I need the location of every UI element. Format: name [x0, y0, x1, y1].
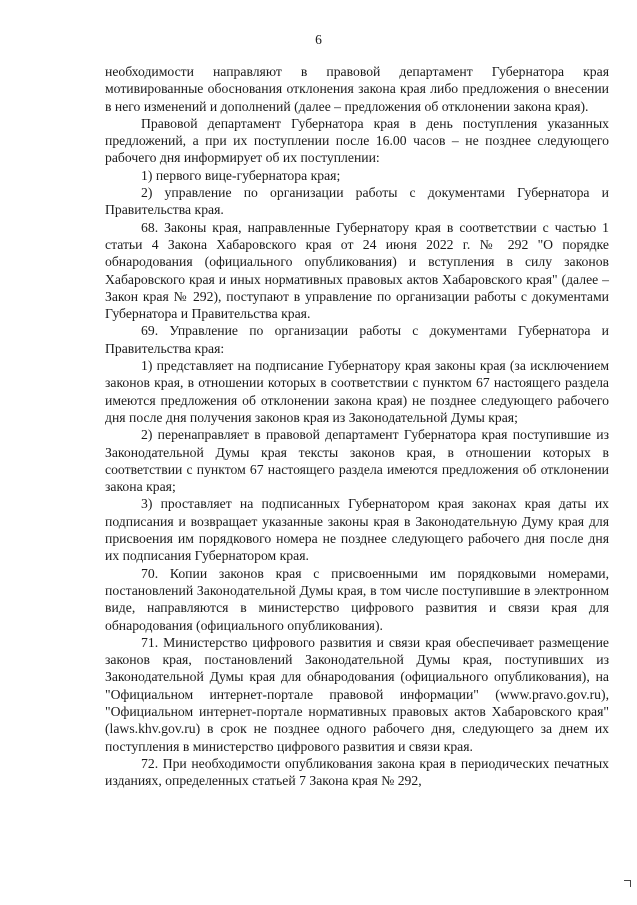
clause-69: 69. Управление по организации работы с документами Губернатора и Правительства края: — [105, 323, 609, 356]
clause-69-item-2: 2) перенаправляет в правовой департамент Губернатора края поступившие из Законодательной Думы края тексты законов края, в отношении которых в соответствии с пунктом 67 настоящего раздела имеются предложения об отклонении закона края; — [105, 427, 609, 495]
page-number: 6 — [315, 32, 322, 47]
clause-72: 72. При необходимости опубликования закона края в периодических печатных изданиях, определенных статьей 7 Закона края № 292, — [105, 755, 609, 789]
paragraph-continuation: необходимости направляют в правовой департамент Губернатора края мотивированные обоснования отклонения закона края либо предложения о внесении в него изменений и дополнений (далее – предложения об отклонении закона края). — [105, 64, 609, 114]
clause-69-item-1: 1) представляет на подписание Губернатору края законы края (за исключением законов края, в отношении которых в соответствии с пунктом 67 настоящего раздела имеются предложения об отклонении закона края) не позднее следующего рабочего дня после дня получения законов края из Законодательной Думы края; — [105, 358, 609, 425]
scan-corner-mark — [624, 880, 631, 887]
paragraph-legal-department: Правовой департамент Губернатора края в день поступления указанных предложений, а при их поступлении после 16.00 часов – не позднее следующего рабочего дня информирует об их поступлении: — [105, 115, 609, 166]
clause-71: 71. Министерство цифрового развития и связи края обеспечивает размещение законов края, постановлений Законодательной Думы края, поступивших из Законодательной Думы края для обнародования (официального опубликования), на "Официальном интернет-портале правовой информации" (www.pravo.gov.ru), "Официальном интернет-портале нормативных правовых актов Хабаровского края" (laws.khv.gov.ru) в срок не позднее одного рабочего дня, следующего за днем их поступления в министерство цифрового развития и связи края. — [105, 634, 609, 754]
clause-70: 70. Копии законов края с присвоенными им порядковыми номерами, постановлений Законодательной Думы края, в том числе поступившие в электронном виде, направляются в министерство цифрового развития и связи края для обнародования (официального опубликования). — [105, 565, 609, 633]
list-item-first-vice-governor: 1) первого вице-губернатора края; — [141, 167, 341, 183]
document-body — [105, 63, 609, 789]
clause-68: 68. Законы края, направленные Губернатору края в соответствии с частью 1 статьи 4 Закона Хабаровского края от 24 июня 2022 г. № 292 "О порядке обнародования (официального опубликования) и вступления в силу законов Хабаровского края и иных нормативных правовых актов Хабаровского края" (далее – Закон края № 292), поступают в управление по организации работы с документами Губернатора и Правительства края. — [105, 219, 609, 322]
clause-69-item-3: 3) проставляет на подписанных Губернатором края законах края даты их подписания и возвращает указанные законы края в Законодательную Думу края для присвоения им порядкового номера не позднее следующего рабочего дня после дня их подписания Губернатором края. — [105, 496, 609, 564]
list-item-document-management: 2) управление по организации работы с документами Губернатора и Правительства края. — [105, 185, 609, 218]
